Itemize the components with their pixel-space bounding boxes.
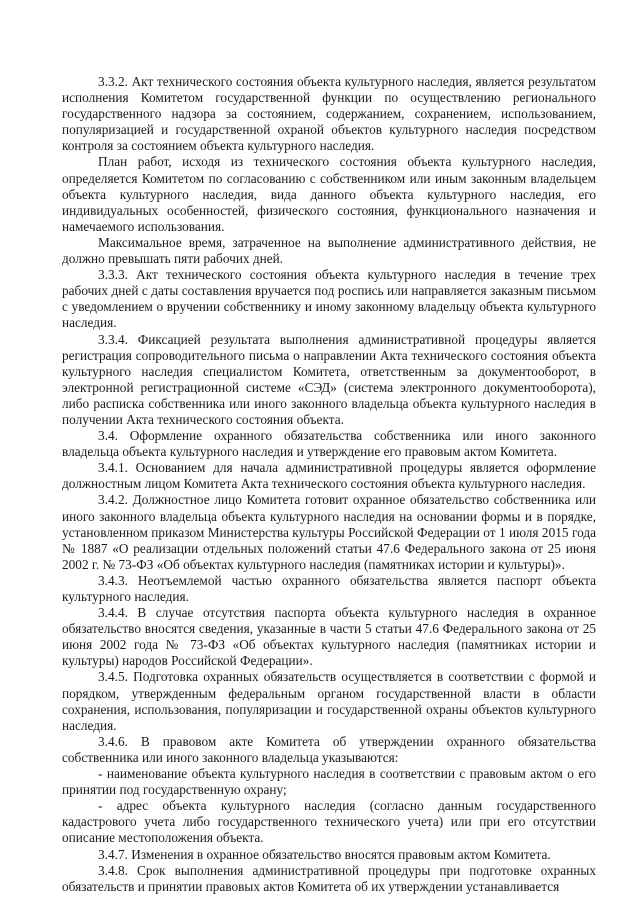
paragraph-3-4-4: 3.4.4. В случае отсутствия паспорта объекта культурного наследия в охранное обязательство вносятся сведения, указанные в части 5 статьи 47.6 Федерального закона от 25 июня 2002 года № 73-ФЗ «Об объектах культурного наследия (памятниках истории и культуры) народов Российской Федерации». [62, 605, 596, 669]
paragraph-max-time: Максимальное время, затраченное на выполнение административного действия, не должно превышать пяти рабочих дней. [62, 234, 596, 267]
list-item-object-name: - наименование объекта культурного наследия в соответствии с правовым актом о его принятии под государственную охрану; [62, 766, 596, 798]
paragraph-3-4-3: 3.4.3. Неотъемлемой частью охранного обязательства является паспорт объекта культурного наследия. [62, 572, 596, 604]
paragraph-3-4-2: 3.4.2. Должностное лицо Комитета готовит охранное обязательство собственника или иного законного владельца объекта культурного наследия на основании формы и в порядке, установленном приказом Министерства культуры Российской Федерации от 1 июля 2015 года № 1887 «О реализации отдельных положений статьи 47.6 Федерального закона от 25 июня 2002 г. № 73-ФЗ «Об объектах культурного наследия (памятниках истории и культуры)». [62, 492, 596, 572]
paragraph-work-plan: План работ, исходя из технического состояния объекта культурного наследия, определяется Комитетом по согласованию с собственником или иным законным владельцем объекта культурного наследия, вида данного объекта культурного наследия, его индивидуальных особенностей, физического состояния, функционального назначения и намечаемого использования. [62, 154, 596, 234]
paragraph-3-4-5: 3.4.5. Подготовка охранных обязательств осуществляется в соответствии с формой и порядком, утвержденным федеральным органом государственной власти в области сохранения, использования, популяризации и государственной охраны объектов культурного наследия. [62, 669, 596, 733]
paragraph-3-4-8: 3.4.8. Срок выполнения административной процедуры при подготовке охранных обязательств и принятии правовых актов Комитета об их утверждении устанавливается [62, 862, 596, 894]
paragraph-3-4-6: 3.4.6. В правовом акте Комитета об утверждении охранного обязательства собственника или иного законного владельца указываются: [62, 733, 596, 765]
paragraph-3-4-7: 3.4.7. Изменения в охранное обязательство вносятся правовым актом Комитета. [98, 846, 551, 862]
document-page [62, 74, 596, 895]
paragraph-3-3-2: 3.3.2. Акт технического состояния объекта культурного наследия, является результатом исполнения Комитетом государственной функции по осуществлению регионального государственного надзора за состоянием, содержанием, сохранением, использованием, популяризацией и государственной охраной объектов культурного наследия посредством контроля за состоянием объекта культурного наследия. [62, 74, 596, 154]
paragraph-3-4: 3.4. Оформление охранного обязательства собственника или иного законного владельца объекта культурного наследия и утверждение его правовым актом Комитета. [62, 428, 596, 460]
list-item-object-address: - адрес объекта культурного наследия (согласно данным государственного кадастрового учета либо государственного технического учета) или при его отсутствии описание местоположения объекта. [62, 798, 596, 846]
paragraph-3-3-4: 3.3.4. Фиксацией результата выполнения административной процедуры является регистрация сопроводительного письма о направлении Акта технического состояния объекта культурного наследия специалистом Комитета, ответственным за документооборот, в электронной регистрационной системе «СЭД» (система электронного документооборота), либо расписка собственника или иного законного владельца объекта культурного наследия в получении Акта технического состояния объекта. [62, 331, 596, 427]
paragraph-3-4-1: 3.4.1. Основанием для начала административной процедуры является оформление должностным лицом Комитета Акта технического состояния объекта культурного наследия. [62, 460, 596, 492]
paragraph-3-3-3: 3.3.3. Акт технического состояния объекта культурного наследия в течение трех рабочих дней с даты составления вручается под роспись или направляется заказным письмом с уведомлением о вручении собственнику и иному законному владельцу объекта культурного наследия. [62, 267, 596, 331]
